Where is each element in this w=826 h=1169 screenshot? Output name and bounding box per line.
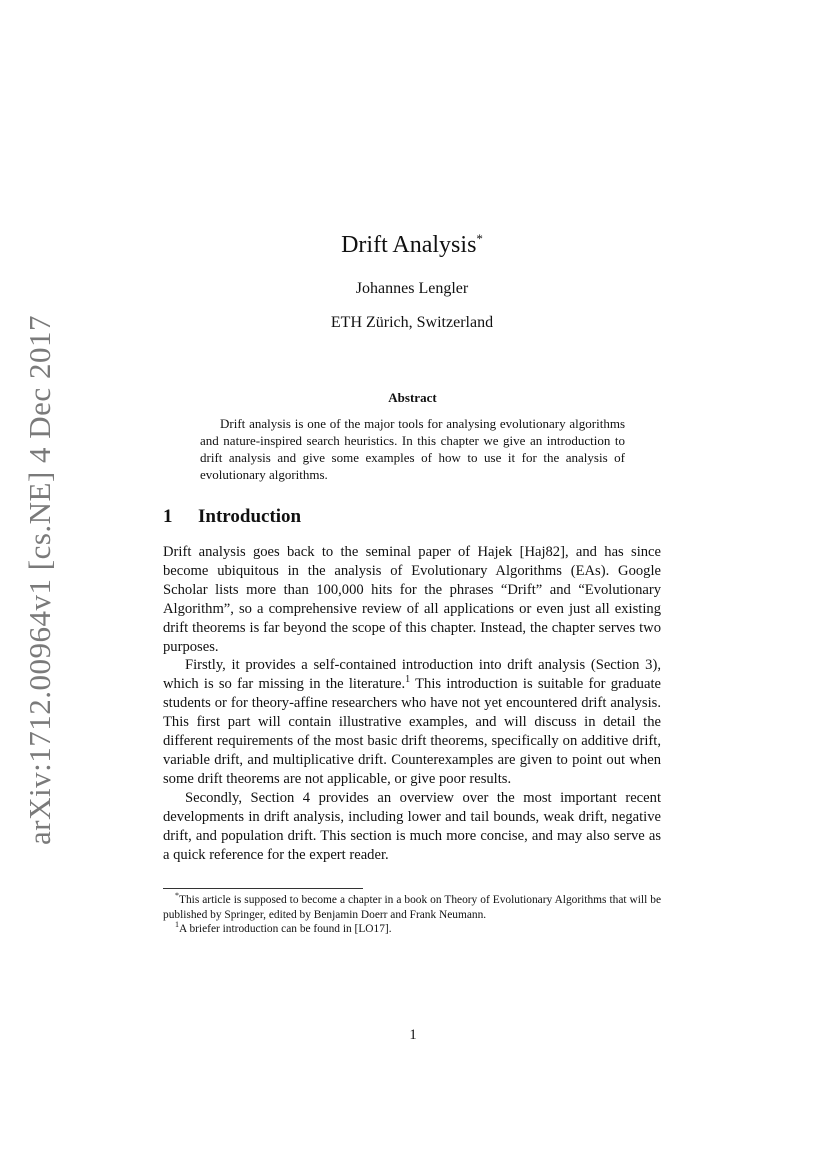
arxiv-identifier-text: arXiv:1712.00964v1 [cs.NE] 4 Dec 2017	[22, 315, 57, 845]
section-heading	[163, 504, 301, 530]
footnote-ref-1[interactable]: 1	[405, 674, 411, 686]
section-title: Introduction	[198, 506, 302, 527]
author-affiliation: ETH Zürich, Switzerland	[330, 314, 494, 331]
paragraph-3: Secondly, Section 4 provides an overview over the most important recent developments in drift analysis, including lower and tail bounds, weak drift, negative drift, and population drift. This section is much more concise, and may also serve as a quick reference for the expert reader.	[163, 789, 661, 863]
abstract	[200, 389, 625, 483]
title-footnote-mark[interactable]: *	[476, 231, 483, 246]
footnote-title-mark: *	[175, 891, 179, 901]
footnote-rule	[163, 888, 363, 889]
author-name: Johannes Lengler	[355, 280, 469, 297]
paper-title	[163, 228, 661, 262]
footnote-title-text: This article is supposed to become a chapter in a book on Theory of Evolutionary Algorithms that will be published by Springer, edited by Benjamin Doerr and Frank Neumann.	[163, 894, 661, 921]
paragraph-2	[163, 656, 661, 788]
footnote-title	[163, 893, 661, 922]
title-block	[163, 228, 661, 334]
footnotes	[163, 888, 661, 937]
section-number: 1	[163, 506, 173, 527]
page-number: 1	[409, 1027, 417, 1043]
paragraph-2-part-a: Firstly, it provides a self-contained introduction into drift analysis (Section 3), which is so far missing in the literature.	[163, 657, 661, 693]
footnote-1	[163, 922, 661, 937]
footnote-1-mark: 1	[175, 920, 179, 930]
body-text	[163, 543, 661, 864]
arxiv-identifier	[18, 315, 62, 845]
abstract-heading: Abstract	[388, 390, 437, 405]
paragraph-2-part-b: This introduction is suitable for graduate students or for theory-affine researchers who have not yet encountered drift analysis. This first part will contain illustrative examples, and will discuss in detail the different requirements of the most basic drift theorems, specifically on additive drift, variable drift, and multiplicative drift. Counterexamples are given to point out when some drift theorems are not applicable, or give poor results.	[163, 676, 661, 787]
paragraph-1: Drift analysis goes back to the seminal paper of Hajek [Haj82], and has since become ubiquitous in the analysis of Evolutionary Algorithms (EAs). Google Scholar lists more than 100,000 hits for the phrases “Drift” and “Evolutionary Algorithm”, so a comprehensive review of all applications or even just all existing drift theorems is far beyond the scope of this chapter. Instead, the chapter serves two purposes.	[163, 544, 661, 655]
abstract-text: Drift analysis is one of the major tools for analysing evolutionary algorithms and nature-inspired search heuristics. In this chapter we give an introduction to drift analysis and give some examples of how to use it for the analysis of evolutionary algorithms.	[200, 416, 625, 482]
paper-title-text: Drift Analysis	[341, 232, 477, 258]
footnote-1-text: A briefer introduction can be found in [LO17].	[179, 923, 392, 935]
